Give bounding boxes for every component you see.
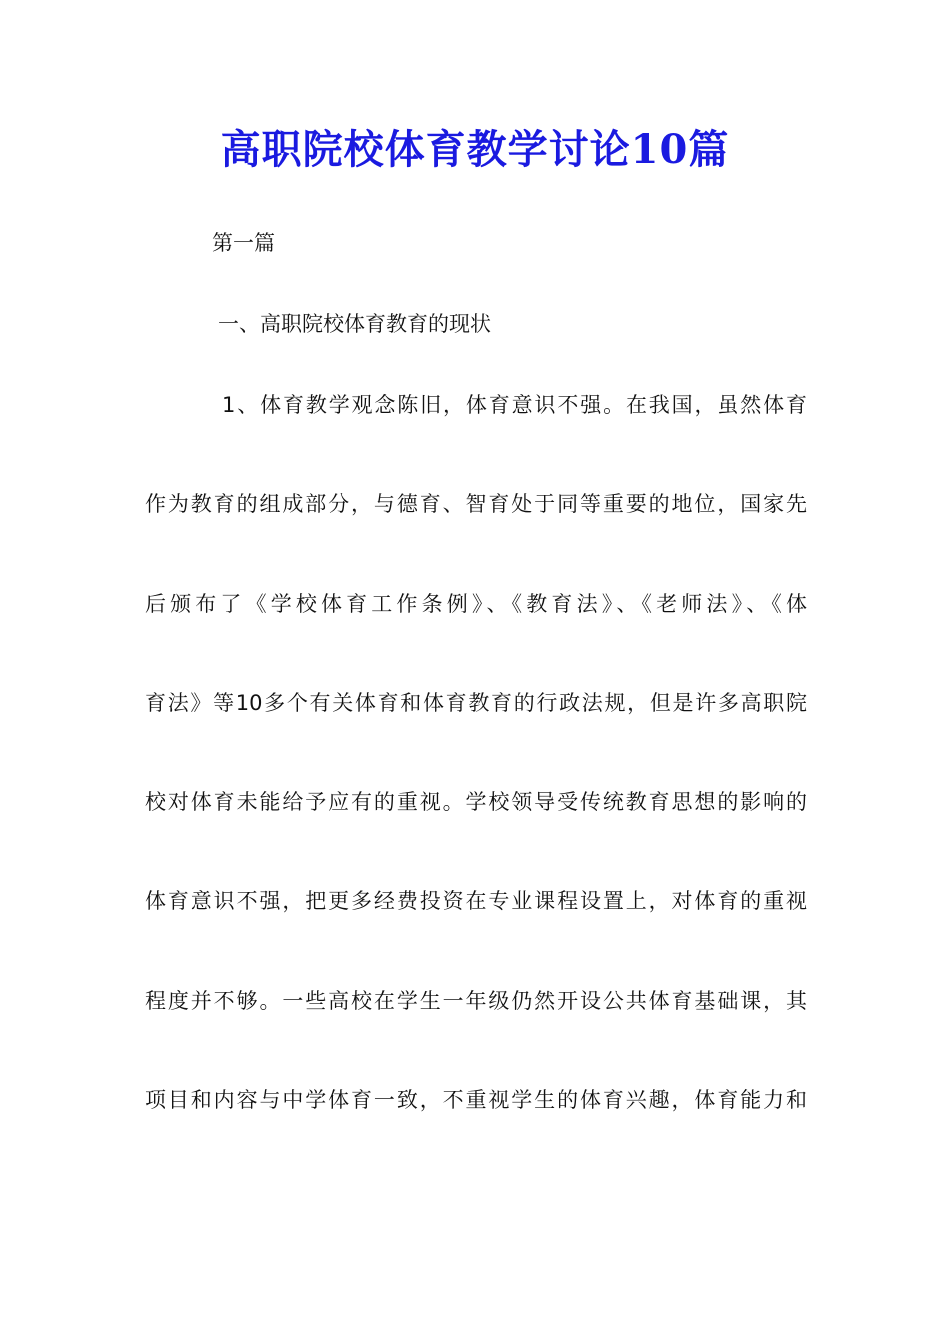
section-label: 第一篇 xyxy=(212,231,275,255)
paragraph-line: 1、体育教学观念陈旧，体育意识不强。在我国，虽然体育 xyxy=(222,393,807,417)
paragraph-line: 项目和内容与中学体育一致，不重视学生的体育兴趣，体育能力和 xyxy=(145,1088,807,1112)
document-title: 高职院校体育教学讨论10篇 xyxy=(220,126,730,173)
paragraph-line: 后颁布了《学校体育工作条例》、《教育法》、《老师法》、《体 xyxy=(145,592,807,616)
paragraph-line: 体育意识不强，把更多经费投资在专业课程设置上，对体育的重视 xyxy=(145,889,807,913)
paragraph-line: 作为教育的组成部分，与德育、智育处于同等重要的地位，国家先 xyxy=(145,492,807,516)
section-heading: 一、高职院校体育教育的现状 xyxy=(218,312,491,336)
paragraph-line: 程度并不够。一些高校在学生一年级仍然开设公共体育基础课，其 xyxy=(145,989,807,1013)
paragraph-line: 育法》等10多个有关体育和体育教育的行政法规，但是许多高职院 xyxy=(145,691,807,715)
paragraph-line: 校对体育未能给予应有的重视。学校领导受传统教育思想的影响的 xyxy=(145,790,807,814)
